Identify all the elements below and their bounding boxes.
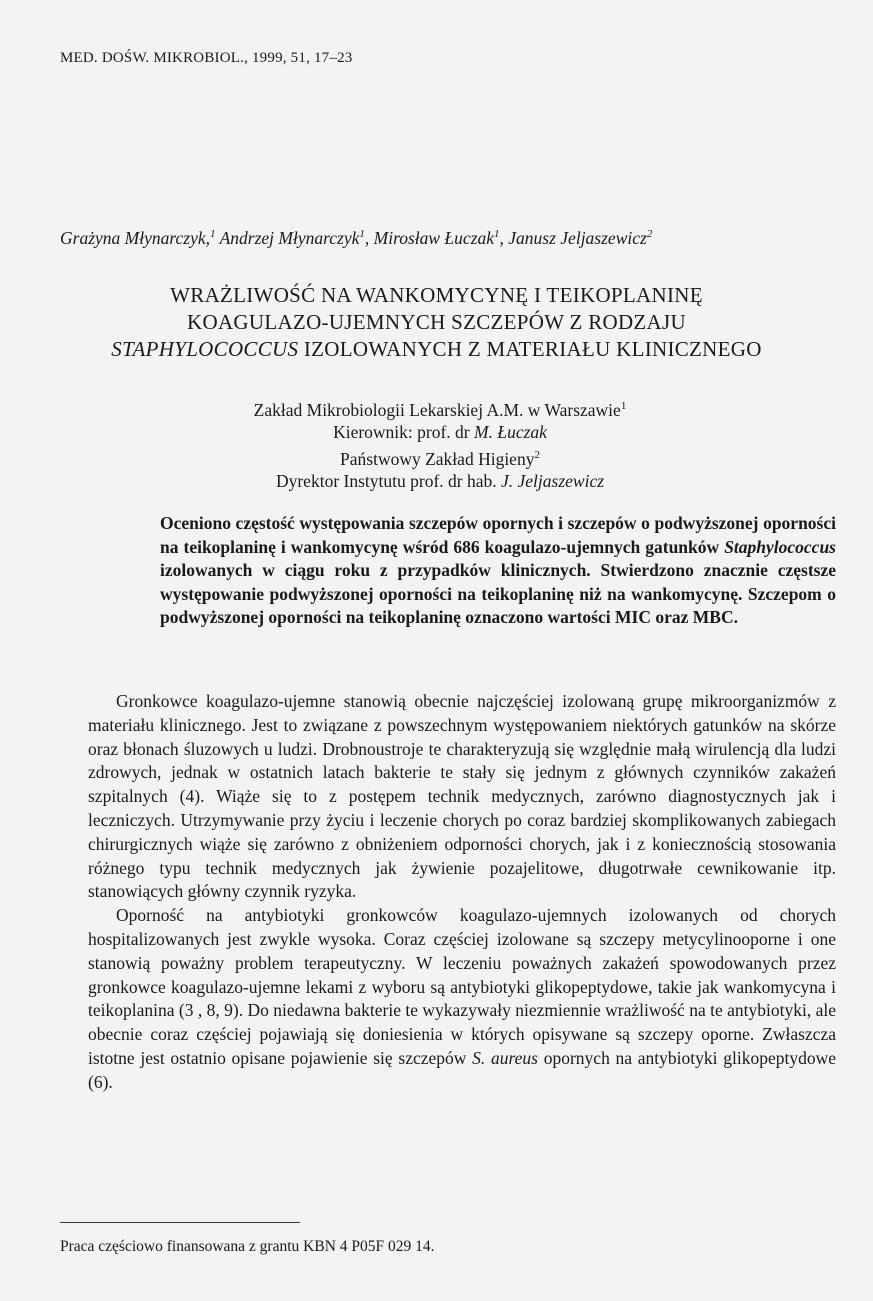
affiliation-marker: 2 — [646, 228, 653, 241]
affiliation-marker: 1 — [620, 400, 627, 412]
affiliation-line — [180, 421, 700, 444]
title-line — [40, 336, 833, 363]
affiliation-marker: 1 — [494, 228, 500, 241]
species-name: S. aureus — [472, 1047, 538, 1068]
affiliation-text: Zakład Mikrobiologii Lekarskiej A.M. w Warszawie — [253, 399, 621, 420]
author-name: Grażyna Młynarczyk, — [60, 228, 211, 248]
head-name: M. Łuczak — [474, 422, 547, 443]
paragraph: Gronkowce koagulazo-ujemne stanowią obecnie najczęściej izolowaną grupę mikroorganizmów z materiału klinicznego. Jest to związane z powszechnym występowaniem niektórych gatunków na skórze oraz błonach śluzowych u ludzi. Drobnoustroje te charakteryzują się względnie małą wirulencją dla ludzi zdrowych, jednak w ostatnich latach bakterie te stały się jednym z głównych czynników zakażeń szpitalnych (4). Wiąże się to z postępem technik medycznych, zarówno diagnostycznych jak i leczniczych. Utrzymywanie przy życiu i leczenie chorych po coraz bardziej skomplikowanych zabiegach chirurgicznych wiąże się zarówno z obniżeniem odporności chorych, jak i z koniecznością stosowania różnego typu technik medycznych jak żywienie pozajelitowe, długotrwałe cewnikowanie itp. stanowiących główny czynnik ryzyka. — [88, 691, 836, 902]
abstract-text: izolowanych w ciągu roku z przypadków klinicznych. Stwierdzono znacznie częstsze występowanie podwyższonej oporności na teikoplaninę niż na wankomycynę. Szczepom o podwyższonej oporności na teikoplaninę oznaczono wartości MIC oraz MBC. — [160, 560, 836, 628]
abstract — [160, 512, 836, 630]
affiliations — [180, 395, 700, 493]
abstract-text: Oceniono częstość występowania szczepów opornych i szczepów o podwyższonej oporności na teikoplaninę i wankomycynę wśród 686 koagulazo-ujemnych gatunków — [160, 513, 836, 557]
paragraph — [88, 904, 836, 1094]
affiliation-text: Dyrektor Instytutu prof. dr hab. — [275, 471, 501, 492]
author-name: , Mirosław Łuczak — [364, 228, 495, 248]
affiliation-text: Kierownik: prof. dr — [333, 422, 475, 443]
paragraph-text: Oporność na antybiotyki gronkowców koagulazo-ujemnych izolowanych od chorych hospitalizowanych jest zwykle wysoka. Coraz częściej izolowane są szczepy metycylinooporne i one stanowią poważny problem terapeutyczny. W leczeniu poważnych zakażeń spowodowanych przez gronkowce koagulazo-ujemne lekami z wyboru są antybiotyki glikopeptydowe, takie jak wankomycyna i teikoplanina (3 , 8, 9). Do niedawna bakterie te wykazywały niezmiennie wrażliwość na te antybiotyki, ale obecnie coraz częściej pojawiają się doniesienia w których opisywane są szczepy oporne. Zwłaszcza istotne jest ostatnio opisane pojawienie się szczepów — [88, 905, 836, 1068]
paragraph-text: opornych na antybiotyki glikopeptydowe (6). — [88, 1047, 836, 1092]
affiliation-line — [180, 395, 700, 421]
footnote: Praca częściowo finansowana z grantu KBN 4 P05F 029 14. — [60, 1238, 435, 1255]
affiliation-line — [180, 470, 700, 493]
title-line-rest: IZOLOWANYCH Z MATERIAŁU KLINICZNEGO — [298, 337, 762, 361]
head-name: J. Jeljaszewicz — [501, 471, 605, 492]
genus-name: Staphylococcus — [724, 536, 836, 557]
body-text — [88, 690, 836, 1095]
affiliation-marker: 2 — [534, 448, 540, 461]
affiliation-line — [180, 444, 700, 470]
author-name: Andrzej Młynarczyk — [219, 228, 360, 248]
journal-reference: MED. DOŚW. MIKROBIOL., 1999, 51, 17–23 — [60, 50, 353, 66]
author-list — [60, 228, 840, 249]
affiliation-marker: 1 — [210, 228, 216, 241]
author-name: , Janusz Jeljaszewicz — [499, 228, 647, 248]
genus-name: STAPHYLOCOCCUS — [111, 337, 299, 361]
title-line: KOAGULAZO-UJEMNYCH SZCZEPÓW Z RODZAJU — [187, 310, 686, 334]
paper-title — [40, 282, 833, 363]
footnote-divider — [60, 1222, 300, 1223]
affiliation-marker: 1 — [359, 228, 365, 241]
title-line: WRAŻLIWOŚĆ NA WANKOMYCYNĘ I TEIKOPLANINĘ — [170, 283, 703, 307]
affiliation-text: Państwowy Zakład Higieny — [340, 448, 535, 469]
